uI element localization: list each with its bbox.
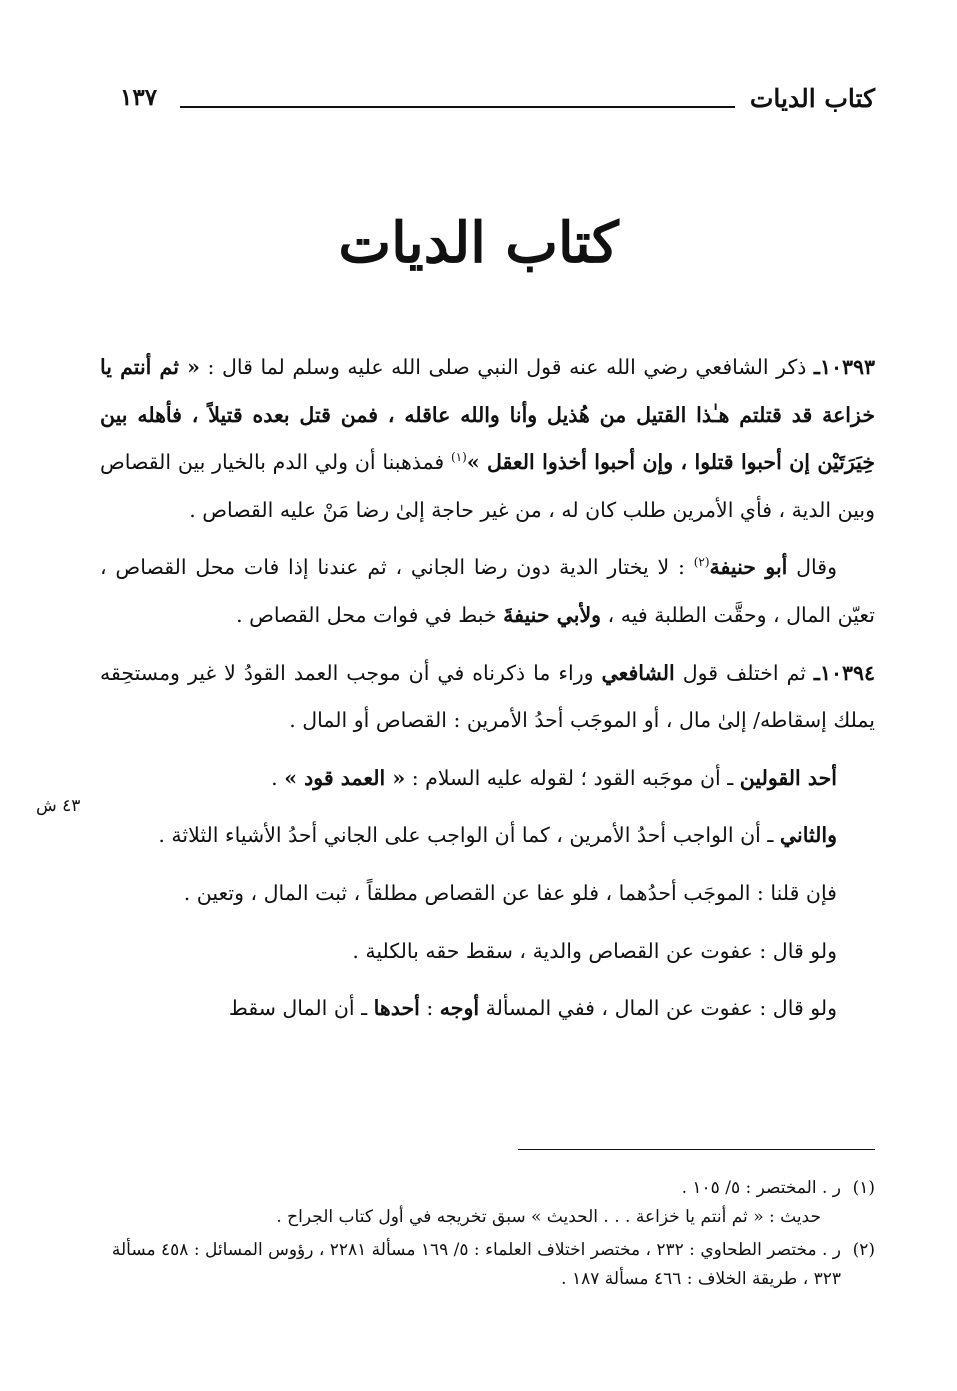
footnote-ref: (١) <box>450 450 467 465</box>
header-rule <box>180 106 735 108</box>
paragraph-3: ١٠٣٩٤ـ ثم اختلف قول الشافعي وراء ما ذكرناه في أن موجب العمد القودُ لا غير ومستحِقه يملك إسقاطه/ إلىٰ مال ، أو الموجَب أحدُ الأمرين : القصاص أو المال . <box>100 660 875 733</box>
paragraph-5: والثاني ـ أن الواجب أحدُ الأمرين ، كما أن الواجب على الجاني أحدُ الأشياء الثلاثة . <box>158 823 837 848</box>
issue-number: ١٠٣٩٣ـ <box>813 355 875 379</box>
footnote-1 <box>100 1174 875 1232</box>
paragraph-1: ١٠٣٩٣ـ ذكر الشافعي رضي الله عنه قول النبي صلى الله عليه وسلم لما قال : « ثم أنتم يا خزاعة قد قتلتم هـٰذا القتيل من هُذيل وأنا والله عاقله ، فمن قتل بعده قتيلاً ، فأهله بين خِيَرَتَيْن إن أحبوا قتلوا ، وإن أحبوا أخذوا العقل »$^{(١)}$ فمذهبنا أن ولي الدم بالخيار بين القصاص وبين الدية ، فأي الأمرين طلب كان له ، من غير حاجة إلىٰ رضا مَنْ عليه القصاص . <box>100 355 875 522</box>
header-title: كتاب الديات <box>749 84 875 113</box>
issue-number: ١٠٣٩٤ـ <box>813 660 875 685</box>
footnote-number: (٢) <box>852 1240 875 1260</box>
footnote-rule <box>518 1149 875 1150</box>
book-title: كتاب الديات <box>338 210 619 276</box>
footnote-ref: (٢) <box>693 555 710 570</box>
paragraph-8: ولو قال : عفوت عن المال ، ففي المسألة أوجه : أحدها ـ أن المال سقط <box>228 996 837 1021</box>
footnotes <box>100 1174 875 1298</box>
footnote-text: حديث : « ثم أنتم يا خزاعة . . . الحديث » سبق تخريجه في أول كتاب الجراح . <box>276 1207 821 1227</box>
paragraph-6: فإن قلنا : الموجَب أحدُهما ، فلو عفا عن القصاص مطلقاً ، ثبت المال ، وتعين . <box>183 880 837 905</box>
hadith-quote: « ثم أنتم يا خزاعة قد قتلتم هـٰذا القتيل من هُذيل وأنا والله عاقله ، فمن قتل بعده قتيلاً ، فأهله بين خِيَرَتَيْن إن أحبوا قتلوا ، وإن أحبوا أخذوا العقل » <box>100 355 875 475</box>
paragraph-4: أحد القولين ـ أن موجَبه القود ؛ لقوله عليه السلام : « العمد قود » . <box>271 765 837 790</box>
paragraph-2: وقال أبو حنيفة$^{(٢)}$ : لا يختار الدية دون رضا الجاني ، ثم عندنا إذا فات محل القصاص ، تعيّن المال ، وحقَّت الطلبة فيه ، ولأبي حنيفةَ خبط في فوات محل القصاص . <box>100 555 875 627</box>
footnote-text: ر . مختصر الطحاوي : ٢٣٢ ، مختصر اختلاف العلماء : ٥/ ١٦٩ مسألة ٢٢٨١ ، رؤوس المسائل : ٤٥٨ مسألة ٣٢٣ ، طريقة الخلاف : ٤٦٦ مسألة ١٨٧ . <box>111 1240 841 1289</box>
margin-note: ٤٣ ش <box>36 796 81 816</box>
running-header <box>120 80 875 120</box>
footnote-text: ر . المختصر : ٥/ ١٠٥ . <box>681 1178 841 1198</box>
paragraph-7: ولو قال : عفوت عن القصاص والدية ، سقط حقه بالكلية . <box>352 938 837 963</box>
footnote-number: (١) <box>852 1178 875 1198</box>
main-text <box>100 344 875 1043</box>
page-number: ١٣٧ <box>120 84 158 111</box>
footnote-2 <box>100 1236 875 1294</box>
